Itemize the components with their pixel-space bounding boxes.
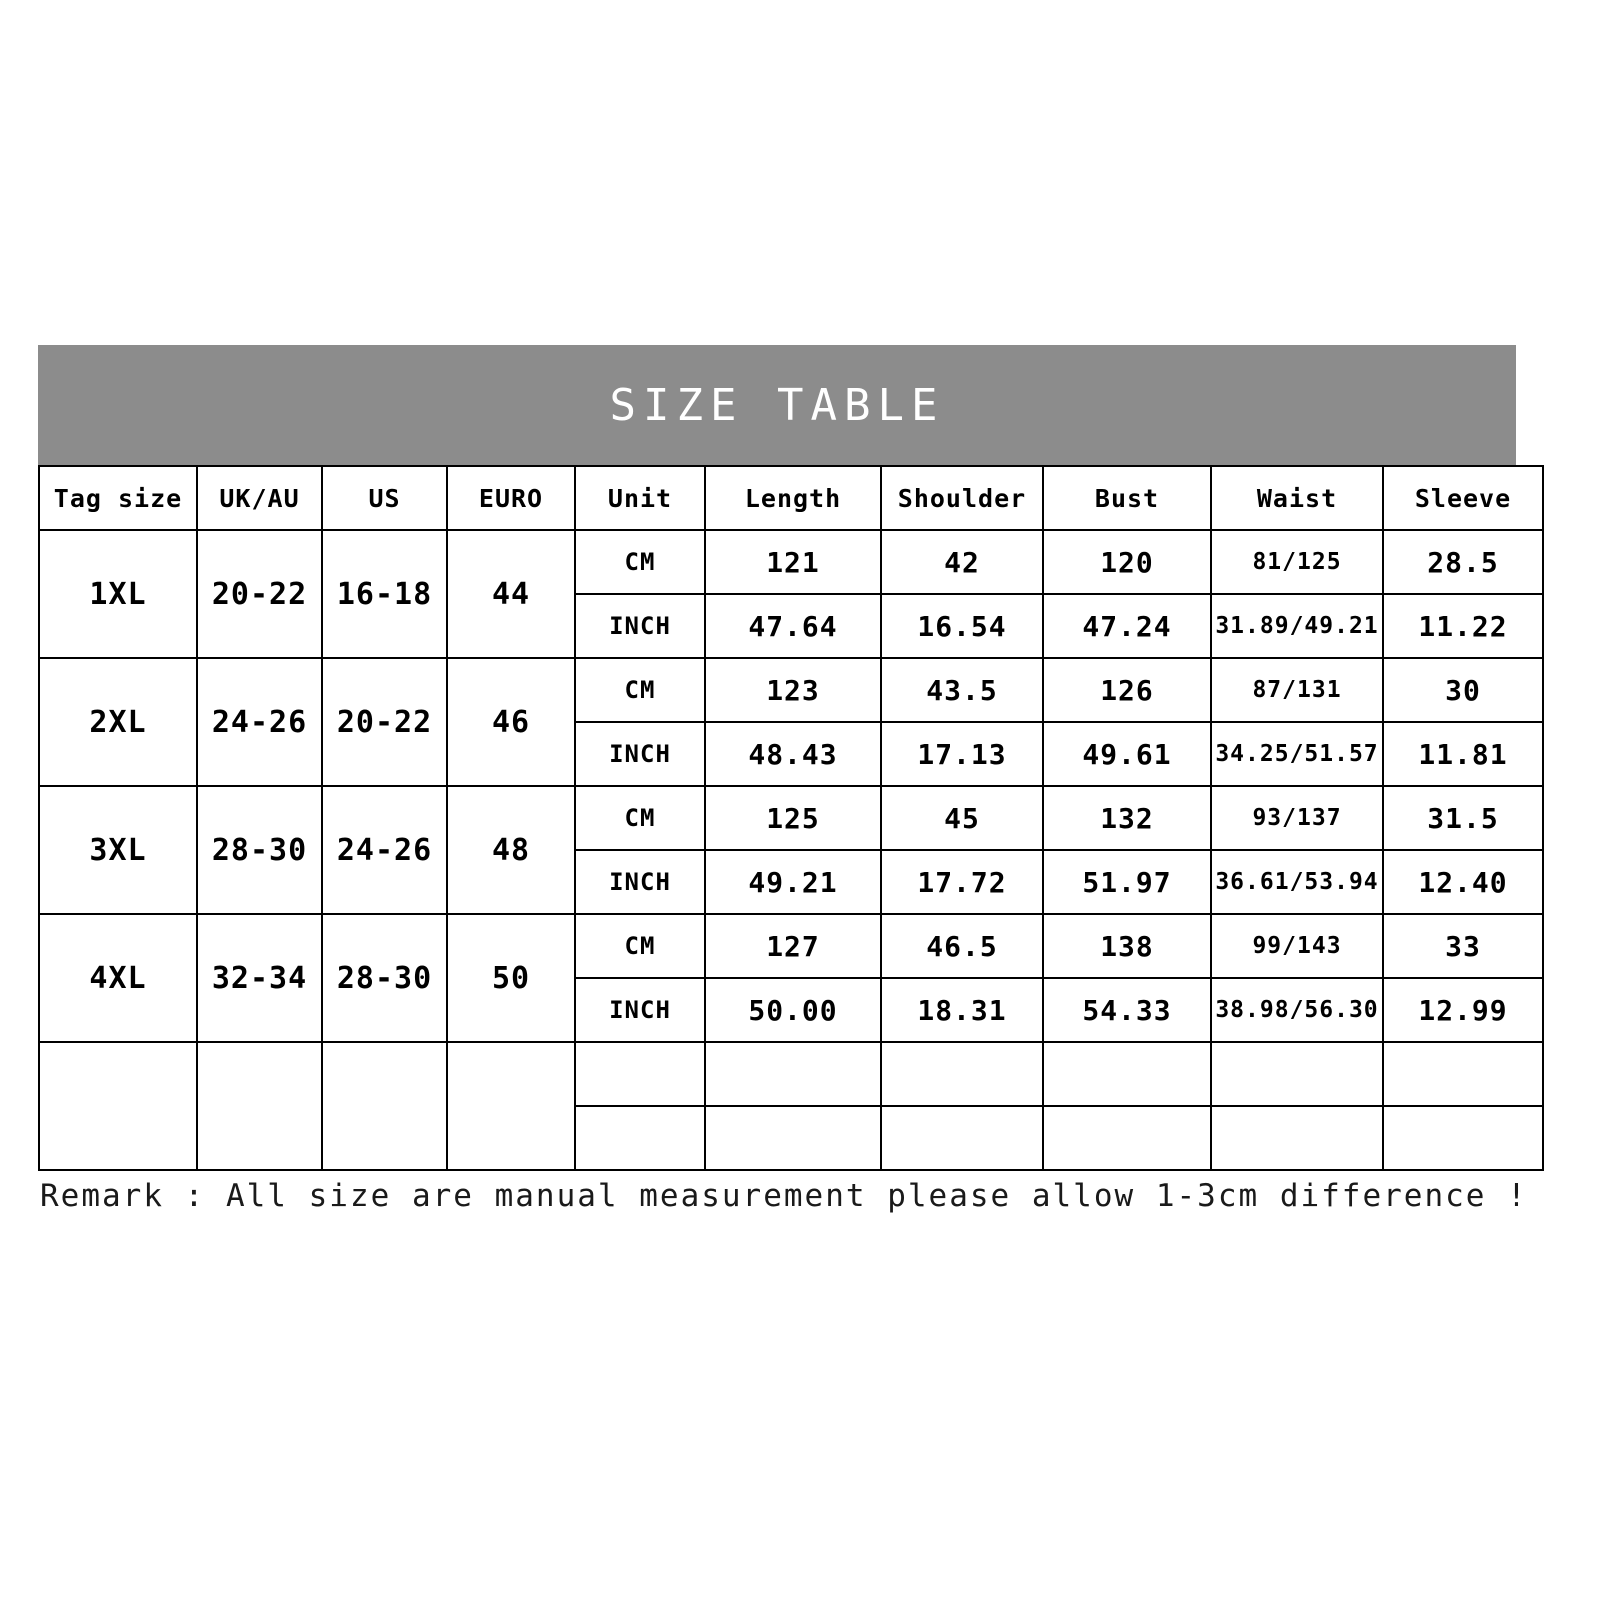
cell-empty [1043,1106,1211,1170]
cell-tag-size: 2XL [39,658,197,786]
cell-empty [1211,1042,1383,1106]
cell-unit-inch: INCH [575,722,705,786]
size-table-sheet [38,345,1516,1171]
cell-empty [322,1042,447,1170]
cell-waist-inch: 36.61/53.94 [1211,850,1383,914]
cell-empty [881,1042,1043,1106]
cell-ukau: 32-34 [197,914,322,1042]
table-row [39,530,1543,594]
cell-length-cm: 123 [705,658,881,722]
cell-sleeve-cm: 28.5 [1383,530,1543,594]
cell-waist-cm: 93/137 [1211,786,1383,850]
cell-empty [575,1106,705,1170]
table-row [39,658,1543,722]
cell-empty [1383,1106,1543,1170]
cell-sleeve-inch: 12.40 [1383,850,1543,914]
cell-euro: 50 [447,914,575,1042]
column-header-tag-size: Tag size [39,466,197,530]
cell-shoulder-inch: 18.31 [881,978,1043,1042]
cell-length-inch: 49.21 [705,850,881,914]
column-header-shoulder: Shoulder [881,466,1043,530]
page-title: SIZE TABLE [609,379,945,431]
column-header-unit: Unit [575,466,705,530]
cell-ukau: 20-22 [197,530,322,658]
cell-ukau: 24-26 [197,658,322,786]
cell-tag-size: 1XL [39,530,197,658]
cell-unit-inch: INCH [575,594,705,658]
cell-us: 24-26 [322,786,447,914]
cell-us: 16-18 [322,530,447,658]
size-table [38,465,1544,1171]
cell-shoulder-cm: 46.5 [881,914,1043,978]
cell-unit-cm: CM [575,914,705,978]
cell-waist-cm: 99/143 [1211,914,1383,978]
cell-unit-inch: INCH [575,978,705,1042]
table-header-row [39,466,1543,530]
column-header-us: US [322,466,447,530]
cell-ukau: 28-30 [197,786,322,914]
table-row [39,786,1543,850]
cell-bust-cm: 132 [1043,786,1211,850]
cell-bust-inch: 49.61 [1043,722,1211,786]
cell-empty [1211,1106,1383,1170]
cell-empty [881,1106,1043,1170]
cell-bust-inch: 47.24 [1043,594,1211,658]
cell-unit-cm: CM [575,530,705,594]
size-table-header [38,345,1516,465]
cell-us: 28-30 [322,914,447,1042]
cell-us: 20-22 [322,658,447,786]
cell-empty [575,1042,705,1106]
cell-empty [705,1042,881,1106]
cell-shoulder-inch: 17.72 [881,850,1043,914]
cell-bust-inch: 51.97 [1043,850,1211,914]
cell-sleeve-inch: 11.81 [1383,722,1543,786]
cell-tag-size: 4XL [39,914,197,1042]
column-header-euro: EURO [447,466,575,530]
cell-unit-cm: CM [575,658,705,722]
cell-length-cm: 125 [705,786,881,850]
cell-sleeve-inch: 12.99 [1383,978,1543,1042]
cell-bust-cm: 126 [1043,658,1211,722]
remark-note: Remark : All size are manual measurement please allow 1-3cm difference ! [40,1178,1528,1214]
cell-shoulder-cm: 45 [881,786,1043,850]
cell-length-cm: 121 [705,530,881,594]
cell-unit-cm: CM [575,786,705,850]
cell-empty [197,1042,322,1170]
cell-waist-cm: 81/125 [1211,530,1383,594]
cell-waist-inch: 38.98/56.30 [1211,978,1383,1042]
cell-empty [1043,1042,1211,1106]
table-row [39,914,1543,978]
cell-shoulder-cm: 43.5 [881,658,1043,722]
cell-sleeve-inch: 11.22 [1383,594,1543,658]
cell-unit-inch: INCH [575,850,705,914]
cell-shoulder-inch: 17.13 [881,722,1043,786]
cell-euro: 44 [447,530,575,658]
column-header-sleeve: Sleeve [1383,466,1543,530]
cell-empty [1383,1042,1543,1106]
cell-euro: 46 [447,658,575,786]
cell-length-inch: 47.64 [705,594,881,658]
cell-sleeve-cm: 33 [1383,914,1543,978]
cell-length-cm: 127 [705,914,881,978]
cell-sleeve-cm: 31.5 [1383,786,1543,850]
cell-shoulder-inch: 16.54 [881,594,1043,658]
cell-empty [39,1042,197,1170]
column-header-waist: Waist [1211,466,1383,530]
cell-euro: 48 [447,786,575,914]
cell-bust-cm: 138 [1043,914,1211,978]
table-row-empty [39,1042,1543,1106]
cell-tag-size: 3XL [39,786,197,914]
cell-bust-inch: 54.33 [1043,978,1211,1042]
column-header-ukau: UK/AU [197,466,322,530]
column-header-bust: Bust [1043,466,1211,530]
cell-empty [447,1042,575,1170]
column-header-length: Length [705,466,881,530]
cell-waist-cm: 87/131 [1211,658,1383,722]
cell-sleeve-cm: 30 [1383,658,1543,722]
cell-length-inch: 48.43 [705,722,881,786]
cell-waist-inch: 31.89/49.21 [1211,594,1383,658]
cell-waist-inch: 34.25/51.57 [1211,722,1383,786]
cell-empty [705,1106,881,1170]
cell-length-inch: 50.00 [705,978,881,1042]
cell-shoulder-cm: 42 [881,530,1043,594]
cell-bust-cm: 120 [1043,530,1211,594]
